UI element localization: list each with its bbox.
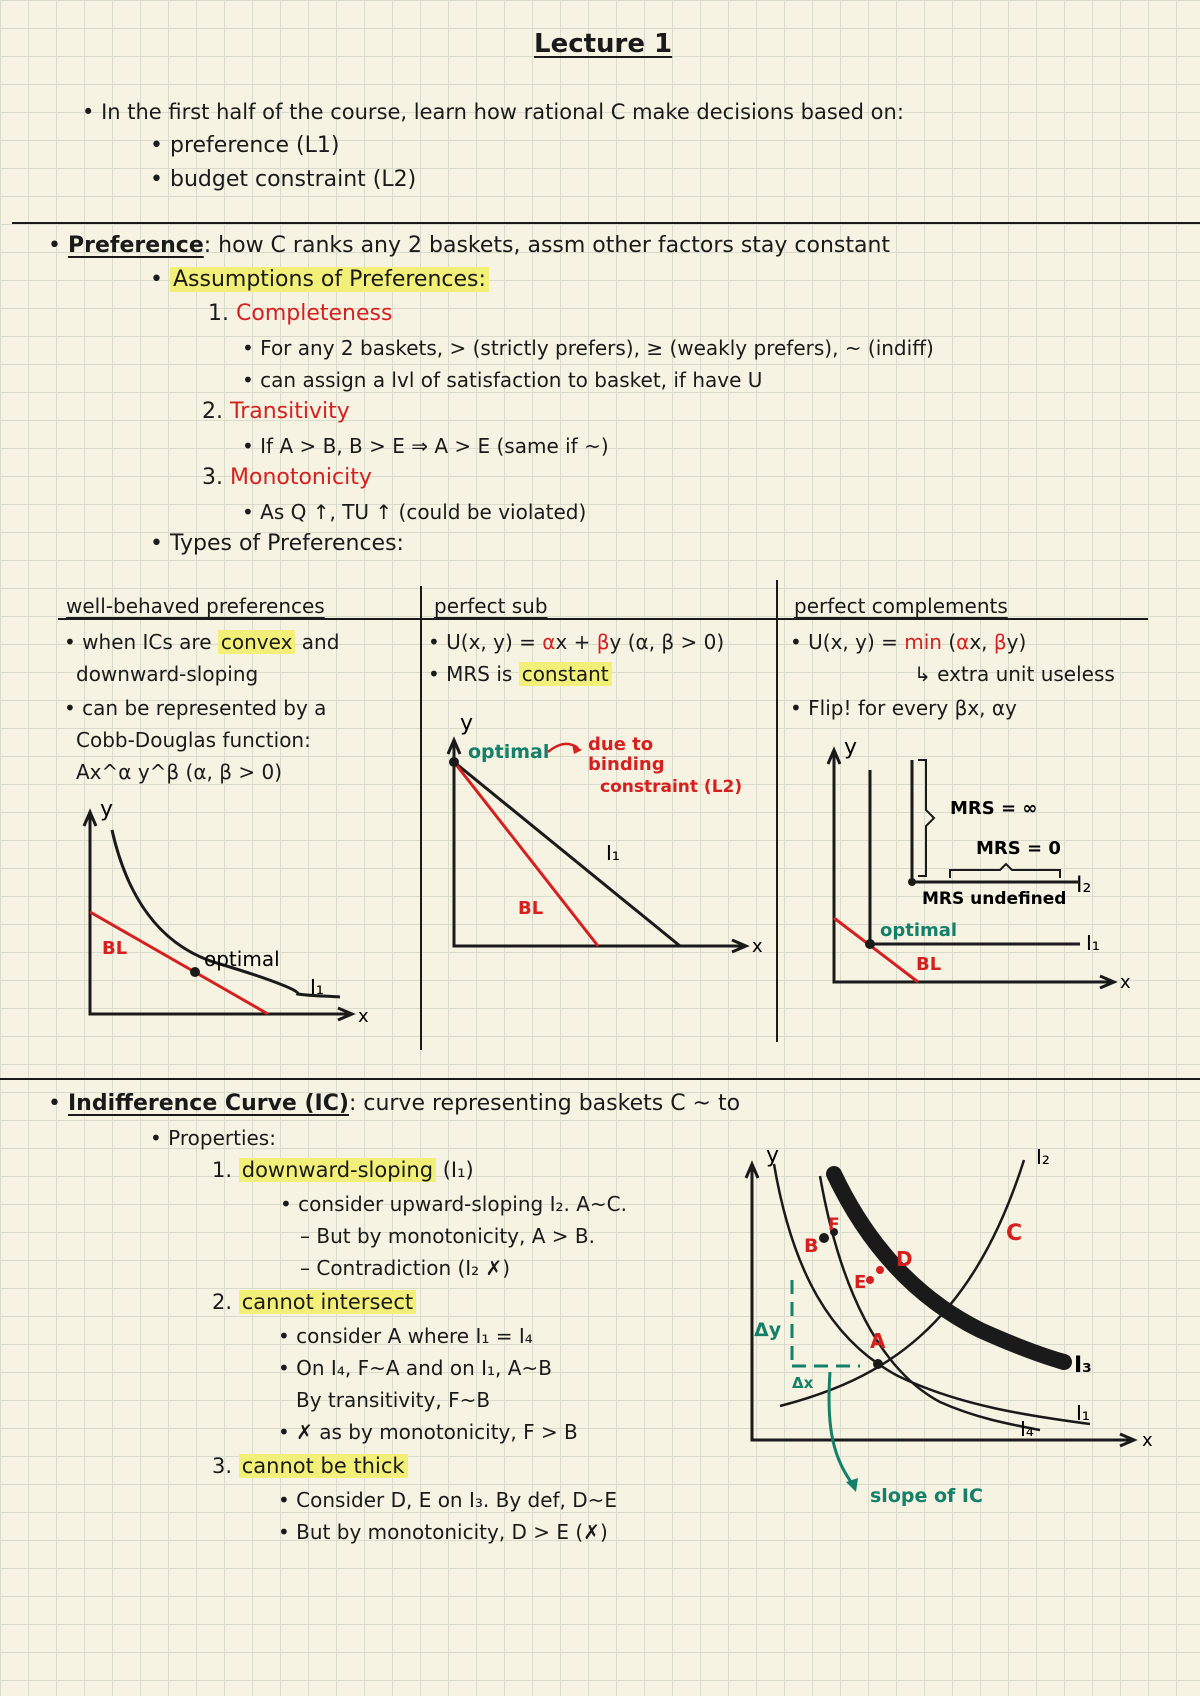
perfect-comp-mrs-undefined-label: MRS undefined	[922, 889, 1067, 909]
well-behaved-point-2: • can be represented by a	[64, 694, 326, 722]
ic-graph-y-label: y	[766, 1143, 780, 1168]
ic-label-e: E	[854, 1272, 867, 1293]
types-col-divider-2	[776, 580, 778, 1042]
ic-heading: Indifference Curve (IC)	[67, 1091, 349, 1116]
perfect-sub-graph	[430, 700, 775, 960]
perfect-sub-y-label: y	[460, 711, 474, 736]
perfect-comp-i1-label: I₁	[1086, 931, 1100, 955]
assumption-transitivity: 2. Transitivity	[202, 399, 350, 424]
perfect-comp-optimal-label: optimal	[880, 920, 958, 941]
well-behaved-point-1: • when ICs are convex and	[64, 630, 340, 654]
ic-label-delta-y: Δy	[754, 1319, 782, 1341]
perfect-sub-note-line-3: constraint (L2)	[600, 777, 743, 797]
perfect-sub-note-line-2: binding	[588, 754, 665, 775]
ic-label-slope: slope of IC	[870, 1485, 983, 1507]
preference-line: • Preference: how C ranks any 2 baskets, assm other factors stay constant	[48, 233, 891, 258]
perfect-comp-sub-note: ↳ extra unit useless	[914, 662, 1115, 686]
intro-item-budget: • budget constraint (L2)	[150, 166, 416, 194]
section-divider-2	[0, 1078, 1200, 1080]
ic-label-d: D	[896, 1247, 913, 1271]
perfect-comp-header: perfect complements	[794, 594, 1008, 618]
perfect-sub-optimal-point	[449, 757, 459, 767]
ic-property-2-point-4: • ✗ as by monotonicity, F > B	[278, 1418, 578, 1446]
transitivity-point-1: • If A > B, B > E ⇒ A > E (same if ~)	[242, 432, 609, 460]
ic-curve-i3-thick	[834, 1174, 1064, 1362]
ic-graph-x-label: x	[1142, 1430, 1153, 1451]
well-behaved-ic-curve	[112, 830, 340, 997]
perfect-sub-formula: • U(x, y) = αx + βy (α, β > 0)	[428, 630, 725, 654]
ic-label-i1: I₁	[1076, 1401, 1090, 1425]
perfect-comp-ic2	[912, 760, 1078, 882]
perfect-sub-bl-label: BL	[518, 898, 544, 919]
types-heading: • Types of Preferences:	[150, 530, 404, 558]
ic-label-b: B	[804, 1235, 819, 1257]
cobb-douglas-formula: Ax^α y^β (α, β > 0)	[76, 760, 282, 784]
perfect-comp-bl-label: BL	[916, 954, 942, 975]
perfect-comp-mrs-zero-label: MRS = 0	[976, 838, 1061, 859]
ic-property-2-point-3: By transitivity, F~B	[296, 1388, 491, 1412]
ic-properties-heading: • Properties:	[150, 1124, 276, 1152]
perfect-comp-x-label: x	[1120, 972, 1131, 993]
ic-property-2-point-1: • consider A where I₁ = I₄	[278, 1322, 533, 1350]
perfect-comp-mrs-inf-brace	[918, 760, 934, 876]
ic-property-3-point-2: • But by monotonicity, D > E (✗)	[278, 1518, 608, 1546]
ic-property-1-point-3: – Contradiction (I₂ ✗)	[300, 1256, 511, 1280]
ic-property-2-point-2: • On I₄, F~A and on I₁, A~B	[278, 1354, 552, 1382]
ic-property-1-point-2: – But by monotonicity, A > B.	[300, 1224, 595, 1248]
assumption-monotonicity: 3. Monotonicity	[202, 465, 372, 490]
ic-point-e	[866, 1276, 874, 1284]
perfect-sub-ic-label: I₁	[606, 841, 620, 865]
ic-label-delta-x: Δx	[792, 1374, 814, 1392]
assumption-completeness: 1. Completeness	[208, 301, 393, 326]
perfect-sub-note-line-1: due to	[588, 734, 654, 755]
ic-definition: : curve representing baskets C ~ to	[348, 1091, 741, 1116]
ic-property-3-point-1: • Consider D, E on I₃. By def, D~E	[278, 1486, 617, 1514]
assumptions-heading: Assumptions of Preferences:	[170, 267, 489, 292]
well-behaved-x-label: x	[358, 1006, 369, 1027]
perfect-comp-flip: • Flip! for every βx, αy	[790, 694, 1017, 722]
perfect-comp-i2-label: I₂	[1076, 873, 1092, 898]
ic-property-1-point-1: • consider upward-sloping I₂. A~C.	[280, 1190, 627, 1218]
ic-line: • Indifference Curve (IC): curve representing baskets C ~ to	[48, 1091, 741, 1116]
ic-point-a	[873, 1359, 883, 1369]
ic-point-d	[876, 1266, 884, 1274]
completeness-point-2: • can assign a lvl of satisfaction to basket, if have U	[242, 366, 762, 394]
types-col-divider-1	[420, 586, 422, 1050]
perfect-sub-x-label: x	[752, 936, 763, 957]
ic-property-1: 1. downward-sloping (I₁)	[212, 1158, 474, 1182]
well-behaved-bl-label: BL	[102, 938, 128, 959]
well-behaved-ic-label: I₁	[310, 975, 324, 999]
well-behaved-point-1-cont: downward-sloping	[76, 662, 259, 686]
perfect-comp-y-label: y	[844, 735, 858, 760]
intro-main: • In the first half of the course, learn how rational C make decisions based on:	[82, 98, 904, 126]
well-behaved-optimal-label: optimal	[204, 947, 280, 971]
ic-property-2: 2. cannot intersect	[212, 1288, 416, 1316]
well-behaved-header: well-behaved preferences	[66, 594, 325, 618]
ic-label-a: A	[870, 1329, 886, 1353]
page-title: Lecture 1	[534, 29, 673, 59]
ic-graph	[730, 1140, 1170, 1520]
ic-label-i2: I₂	[1036, 1145, 1050, 1169]
perfect-comp-optimal-point	[865, 939, 875, 949]
well-behaved-optimal-point	[190, 967, 200, 977]
perfect-comp-graph	[800, 730, 1145, 1000]
ic-label-i3: I₃	[1074, 1353, 1092, 1378]
monotonicity-point-1: • As Q ↑, TU ↑ (could be violated)	[242, 498, 586, 526]
section-divider-1	[12, 222, 1200, 224]
perfect-comp-axes	[834, 750, 1114, 982]
ic-label-f: F	[828, 1215, 840, 1235]
well-behaved-graph	[60, 800, 380, 1030]
well-behaved-y-label: y	[100, 800, 114, 822]
preference-definition: : how C ranks any 2 baskets, assm other factors stay constant	[203, 233, 891, 258]
perfect-sub-mrs: • MRS is constant	[428, 660, 612, 688]
well-behaved-point-2-cont: Cobb-Douglas function:	[76, 728, 311, 752]
ic-property-3: 3. cannot be thick	[212, 1452, 408, 1480]
ic-label-i4: I₄	[1020, 1417, 1034, 1441]
preference-heading: Preference	[67, 233, 204, 258]
perfect-sub-header: perfect sub	[434, 594, 548, 618]
intro-item-preference: • preference (L1)	[150, 132, 339, 160]
perfect-comp-mrs-zero-brace	[950, 864, 1060, 878]
perfect-sub-optimal-label: optimal	[468, 741, 550, 763]
perfect-comp-formula: • U(x, y) = min (αx, βy)	[790, 630, 1027, 654]
completeness-point-1: • For any 2 baskets, > (strictly prefers), ≥ (weakly prefers), ~ (indiff)	[242, 334, 934, 362]
assumptions-heading-line: • Assumptions of Preferences:	[150, 266, 489, 294]
ic-label-c: C	[1006, 1221, 1023, 1246]
perfect-comp-mrs-inf-label: MRS = ∞	[950, 798, 1038, 819]
